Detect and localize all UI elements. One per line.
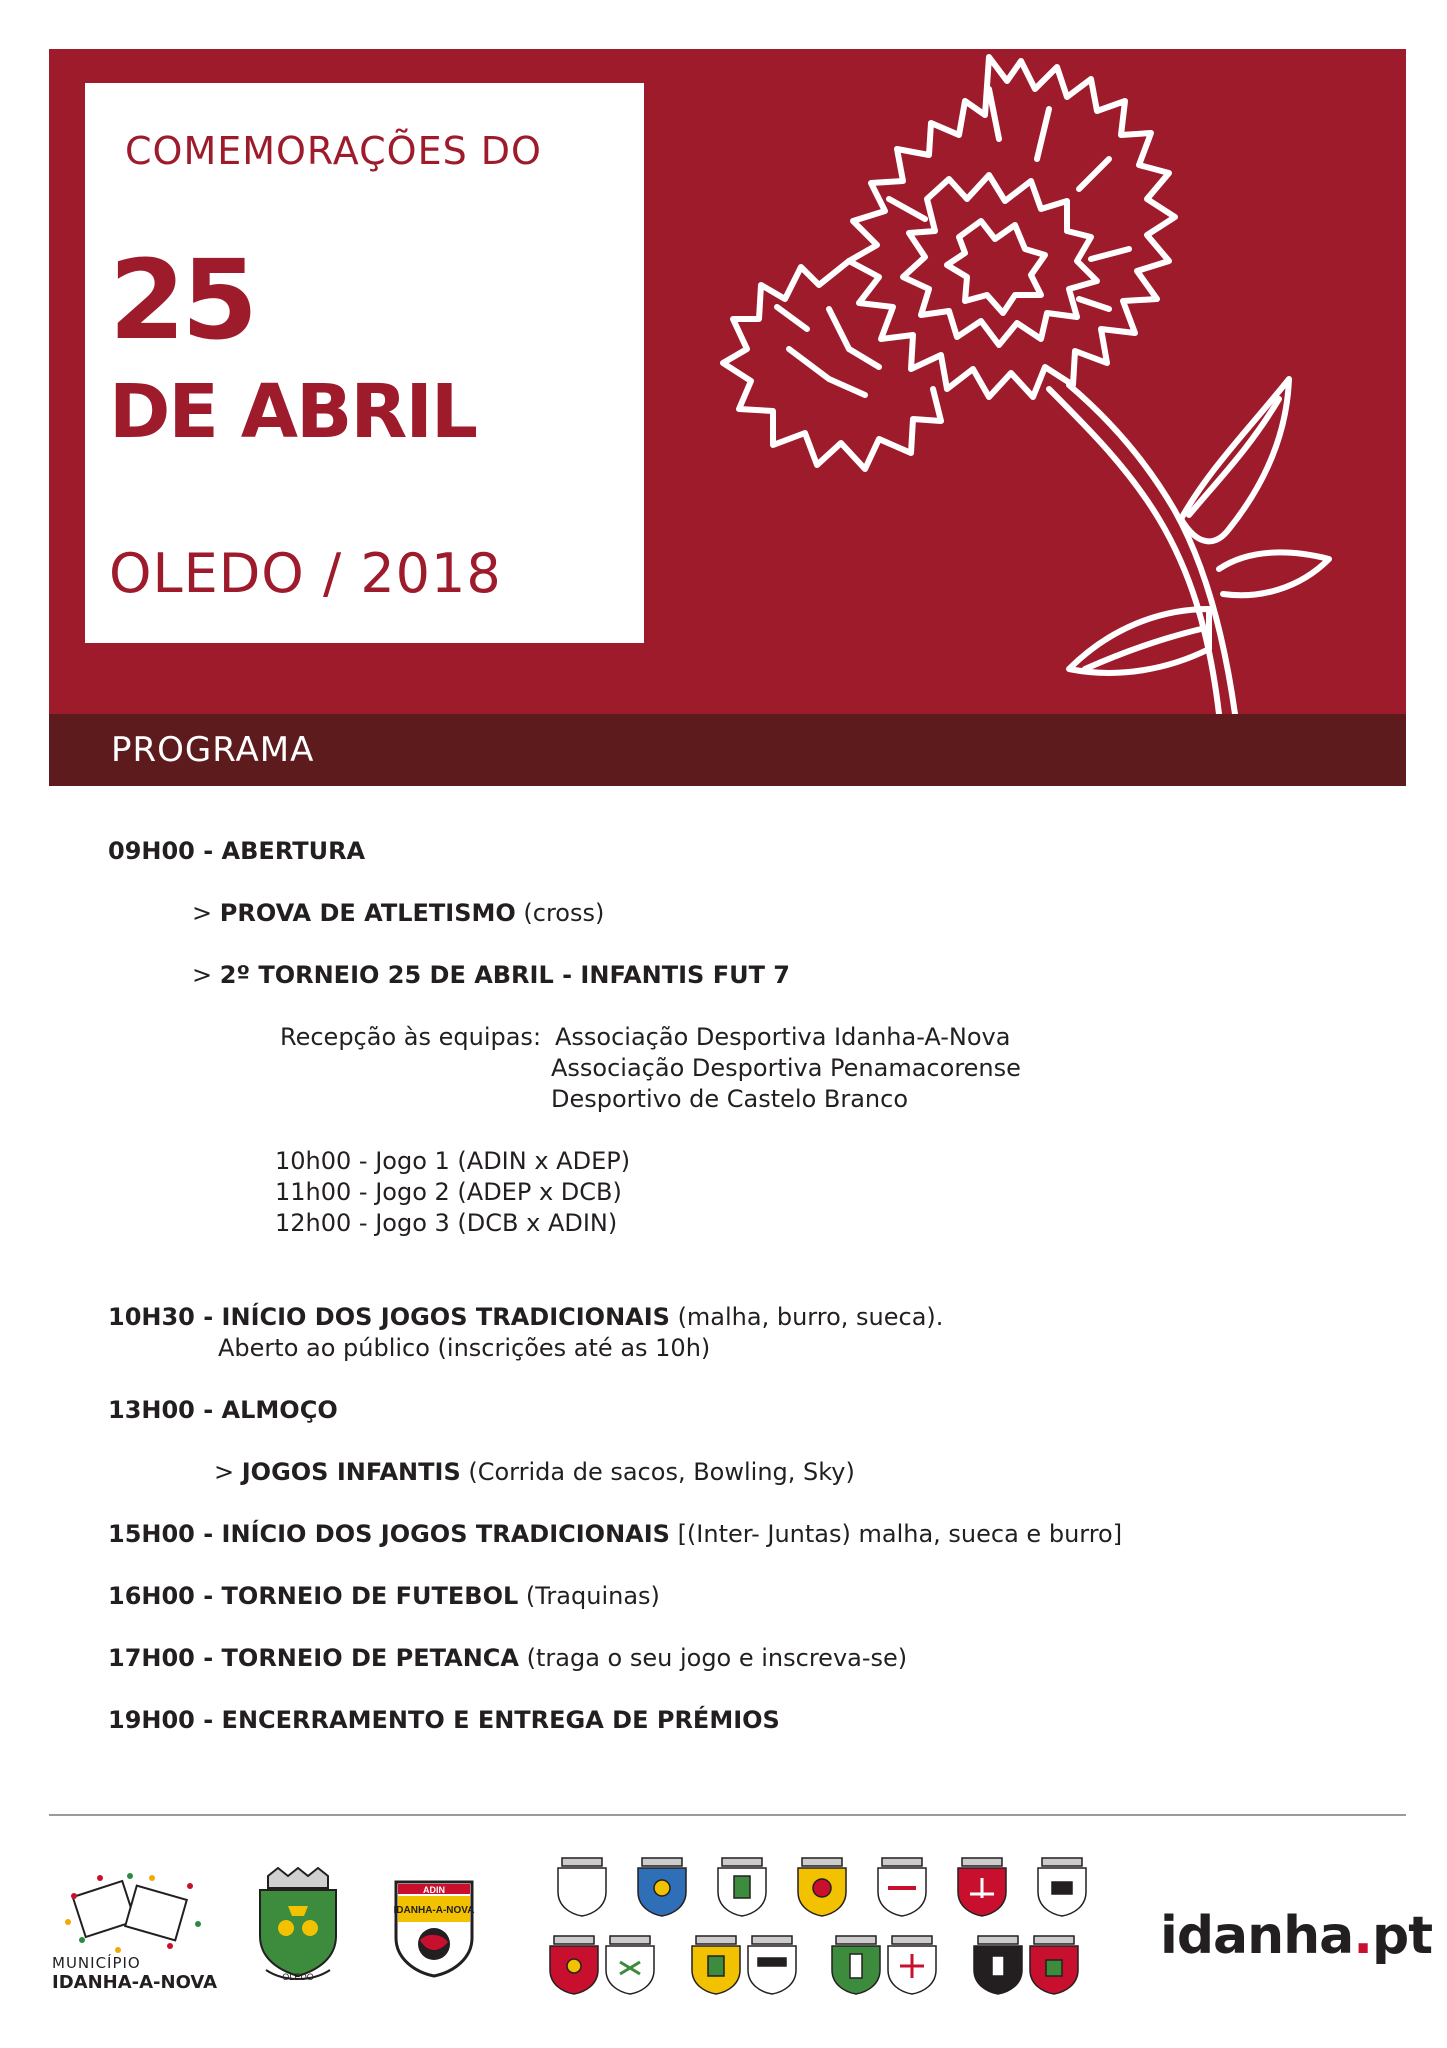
atletismo-title: PROVA DE ATLETISMO [219, 899, 516, 927]
game-1: 10h00 - Jogo 1 (ADIN x ADEP) [275, 1147, 631, 1175]
title-pretitle: COMEMORAÇÕES DO [125, 129, 542, 173]
game-2: 11h00 - Jogo 2 (ADEP x DCB) [275, 1178, 622, 1206]
inter-title: 15H00 - INÍCIO DOS JOGOS TRADICIONAIS [108, 1520, 670, 1548]
item-jogos-infantis [214, 1457, 855, 1488]
title-location-year: OLEDO / 2018 [109, 542, 502, 605]
jogos-inf-title: JOGOS INFANTIS [241, 1458, 461, 1486]
site-dot: . [1353, 1906, 1373, 1966]
futebol-title: 16H00 - TORNEIO DE FUTEBOL [108, 1582, 519, 1610]
program-bar [49, 714, 1406, 786]
item-torneio [192, 960, 790, 991]
jogos-inf-prefix: > [214, 1458, 242, 1486]
header-banner [49, 49, 1406, 714]
title-date: DE ABRIL [109, 369, 477, 455]
oledo-coat-of-arms [248, 1866, 348, 1984]
item-almoco [108, 1395, 338, 1426]
carnation-illustration [689, 49, 1406, 714]
program-heading: PROGRAMA [111, 730, 315, 770]
item-futebol [108, 1581, 660, 1612]
almoco-text: 13H00 - ALMOÇO [108, 1396, 338, 1424]
website-link[interactable] [1160, 1906, 1432, 1966]
torneio-prefix: > [192, 961, 220, 989]
oledo-label: OLEDO [282, 1972, 314, 1982]
jogos-trad-title: 10H30 - INÍCIO DOS JOGOS TRADICIONAIS [108, 1303, 670, 1331]
municipio-name [52, 1954, 217, 1993]
footer-divider [49, 1814, 1406, 1816]
encerramento-text: 19H00 - ENCERRAMENTO E ENTREGA DE PRÉMIOS [108, 1706, 780, 1734]
item-petanca [108, 1643, 907, 1674]
municipio-line2: IDANHA-A-NOVA [52, 1972, 218, 1993]
jogos-trad-note: (malha, burro, sueca). [669, 1303, 944, 1331]
adin-club-crest [390, 1878, 478, 1978]
team-3: Desportivo de Castelo Branco [551, 1085, 909, 1113]
item-jogos-tradicionais [108, 1302, 943, 1333]
item-abertura [108, 836, 365, 867]
recepcao-label: Recepção às equipas: [280, 1023, 542, 1051]
inter-note: [(Inter- Juntas) malha, sueca e burro] [669, 1520, 1123, 1548]
site-tld: pt [1372, 1906, 1433, 1966]
petanca-note: (traga o seu jogo e inscreva-se) [519, 1644, 908, 1672]
jogos-inf-note: (Corrida de sacos, Bowling, Sky) [460, 1458, 855, 1486]
game-3: 12h00 - Jogo 3 (DCB x ADIN) [275, 1209, 618, 1237]
item-encerramento [108, 1705, 780, 1736]
atletismo-note: (cross) [515, 899, 605, 927]
petanca-title: 17H00 - TORNEIO DE PETANCA [108, 1644, 519, 1672]
item-inter-juntas [108, 1519, 1122, 1550]
site-main: idanha [1160, 1906, 1354, 1966]
team-2: Associação Desportiva Penamacorense [551, 1054, 1021, 1082]
team-1: Associação Desportiva Idanha-A-Nova [555, 1023, 1011, 1051]
abertura-text: 09H00 - ABERTURA [108, 837, 366, 865]
title-number: 25 [109, 236, 255, 364]
atletismo-prefix: > [192, 899, 220, 927]
parish-shields [548, 1848, 1088, 2008]
torneio-title: 2º TORNEIO 25 DE ABRIL - INFANTIS FUT 7 [219, 961, 790, 989]
adin-label: ADIN [423, 1885, 445, 1895]
municipio-logo [60, 1866, 210, 1956]
adin-name: IDANHA-A-NOVA [393, 1905, 475, 1916]
title-box [85, 83, 644, 643]
item-atletismo [192, 898, 604, 929]
jogos-trad-line2: Aberto ao público (inscrições até as 10h) [218, 1334, 711, 1362]
municipio-line1: MUNICÍPIO [52, 1954, 141, 1972]
futebol-note: (Traquinas) [518, 1582, 660, 1610]
